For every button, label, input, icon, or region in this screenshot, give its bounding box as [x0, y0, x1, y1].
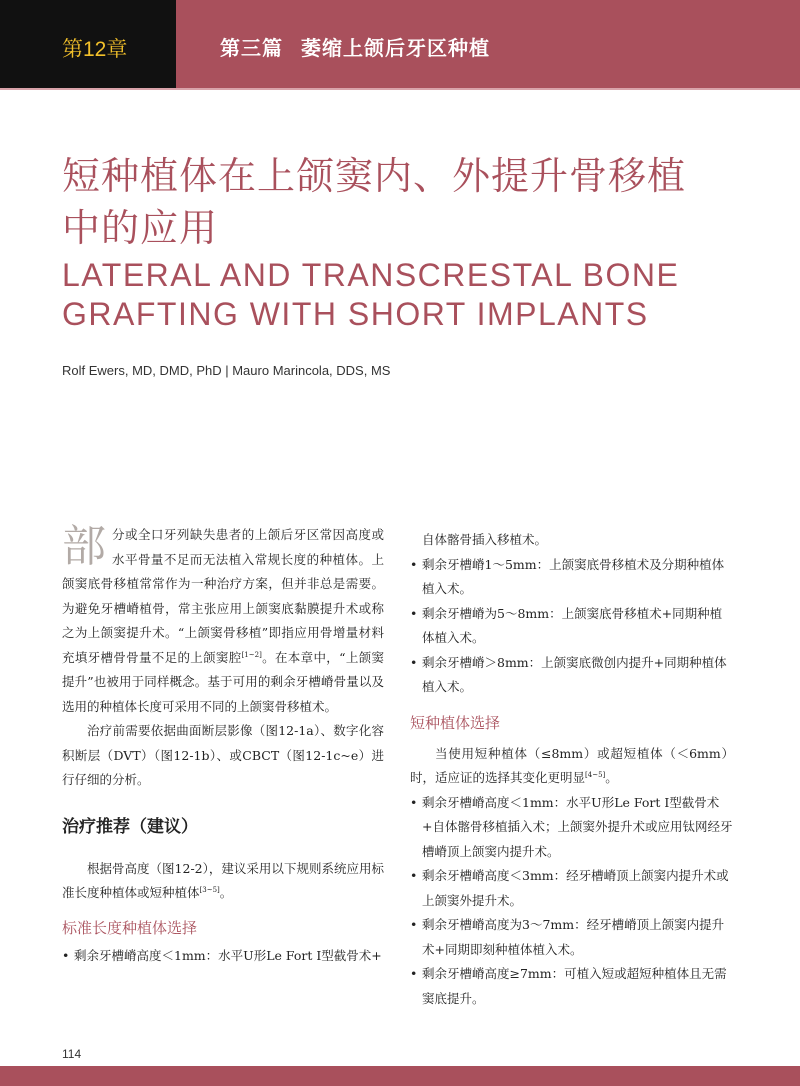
list-item [410, 791, 734, 865]
list-item-text: 剩余牙槽嵴高度＜1mm：水平U形Le Fort Ⅰ型截骨术+自体髂骨移植插入术；上颌窦外提升术或应用钛网经牙槽嵴顶上颌窦内提升术。 [422, 794, 733, 859]
short-implant-text-tail: 。 [605, 770, 618, 785]
chapter-number: 第12章 [62, 38, 128, 61]
drop-cap: 部 [62, 521, 106, 572]
page-number: 114 [62, 1047, 82, 1061]
author-line: Rolf Ewers, MD, DMD, PhD | Mauro Marincola, DDS, MS [62, 363, 391, 378]
header-divider [0, 88, 800, 90]
intro-text-tail: 。在本章中，“上颌窦提升”也被用于同样概念。基于可用的剩余牙槽嵴骨量以及选用的种植体长度可采用不同的上颌窦骨移植术。 [62, 649, 384, 714]
list-item-text: 剩余牙槽嵴1～5mm：上颌窦底骨移植术及分期种植体植入术。 [422, 556, 725, 596]
list-item [62, 944, 384, 969]
right-column [410, 528, 734, 1011]
english-title-line-1: LATERAL AND TRANSCRESTAL BONE [62, 257, 680, 293]
list-item [410, 553, 734, 602]
bullet-icon: • [410, 868, 418, 883]
short-implant-text: 当使用短种植体（≤8mm）或超短植体（＜6mm）时，适应证的选择其变化更明显 [410, 745, 734, 785]
rules-paragraph [62, 857, 384, 906]
list-item-text: 剩余牙槽嵴＞8mm：上颌窦底微创内提升+同期种植体植入术。 [422, 654, 727, 694]
list-item [410, 602, 734, 651]
bullet-icon: • [410, 966, 418, 981]
intro-text: 分或全口牙列缺失患者的上颌后牙区常因高度或水平骨量不足而无法植入常规长度的种植体。上颌窦底骨移植常常作为一种治疗方案，但并非总是需要。为避免牙槽嵴植骨，常主张应用上颌窦底黏膜提升术或称之为上颌窦提升术。“上颌窦骨移植”即指应用骨增量材料充填牙槽骨骨量不足的上颌窦腔 [62, 527, 384, 665]
intro-paragraph [62, 523, 384, 719]
part-title [220, 32, 490, 61]
part-topic: 萎缩上颌后牙区种植 [301, 36, 490, 60]
bullet-icon: • [410, 654, 418, 670]
list-item [410, 651, 734, 700]
english-title [62, 256, 782, 334]
bullet-icon: • [410, 556, 418, 572]
citation: [3~5] [199, 885, 220, 894]
bullet-icon: • [410, 917, 418, 932]
continued-text: 自体髂骨插入移植术。 [422, 532, 548, 547]
english-title-line-2: GRAFTING WITH SHORT IMPLANTS [62, 296, 649, 332]
bullet-icon: • [62, 947, 70, 963]
citation: [4~5] [585, 770, 606, 779]
bullet-icon: • [410, 794, 418, 810]
short-implant-paragraph [410, 742, 734, 791]
rules-text-tail: 。 [219, 885, 233, 900]
list-item-text: 剩余牙槽嵴高度＜3mm：经牙槽嵴顶上颌窦内提升术或上颌窦外提升术。 [422, 868, 729, 908]
rules-text: 根据骨高度（图12-2），建议采用以下规则系统应用标准长度种植体或短种植体 [62, 860, 384, 900]
subheading-short-implants: 短种植体选择 [410, 713, 501, 732]
list-item-text: 剩余牙槽嵴高度＜1mm：水平U形Le Fort Ⅰ型截骨术+ [74, 947, 382, 963]
section-heading-treatment: 治疗推荐（建议） [62, 816, 198, 837]
subheading-standard-implants: 标准长度种植体选择 [62, 918, 198, 937]
list-item-text: 剩余牙槽嵴高度≥7mm：可植入短或超短种植体且无需窦底提升。 [422, 966, 727, 1006]
list-item [410, 913, 734, 962]
bullet-icon: • [410, 605, 418, 621]
list-item [410, 962, 734, 1011]
chinese-title [62, 150, 762, 254]
analysis-paragraph: 治疗前需要依据曲面断层影像（图12-1a）、数字化容积断层（DVT）（图12-1b）、或CBCT（图12-1c~e）进行仔细的分析。 [62, 723, 384, 787]
left-column [62, 523, 384, 968]
list-item [410, 864, 734, 913]
list-item-text: 剩余牙槽嵴高度为3～7mm：经牙槽嵴顶上颌窦内提升术+同期即刻种植体植入术。 [422, 917, 725, 957]
chinese-title-line-2: 中的应用 [62, 206, 219, 250]
chinese-title-line-1: 短种植体在上颌窦内、外提升骨移植 [62, 154, 687, 198]
footer-bar [0, 1066, 800, 1086]
part-label: 第三篇 [220, 36, 283, 60]
citation: [1~2] [241, 650, 262, 659]
list-item-text: 剩余牙槽嵴为5～8mm：上颌窦底骨移植术+同期种植体植入术。 [422, 605, 723, 645]
